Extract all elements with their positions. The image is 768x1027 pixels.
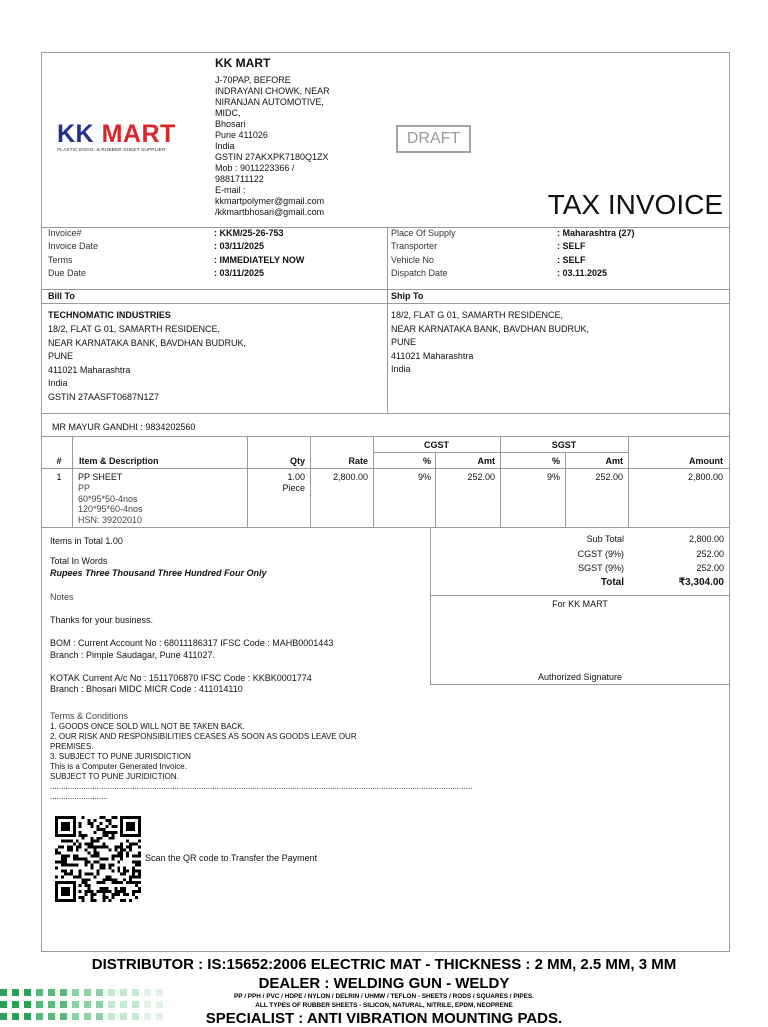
meta-row bbox=[391, 240, 726, 253]
sgst-header: SGST bbox=[551, 440, 577, 450]
notes-line bbox=[50, 661, 425, 673]
company-address-line: /kkmartbhosari@gmail.com bbox=[215, 207, 325, 217]
terms-line: This is a Computer Generated Invoice. bbox=[50, 762, 187, 771]
footer-specialist: SPECIALIST : ANTI VIBRATION MOUNTING PADS. bbox=[205, 1010, 563, 1027]
cgst-header: CGST bbox=[423, 440, 449, 450]
terms-line: 3. SUBJECT TO PUNE JURISDICTION bbox=[50, 752, 191, 761]
dotted-line-short: .......................... bbox=[50, 792, 108, 801]
draft-stamp: DRAFT bbox=[396, 125, 471, 153]
ship-to-address bbox=[391, 309, 726, 377]
decorative-dots bbox=[0, 988, 170, 1024]
col-qty-header: Qty bbox=[289, 456, 305, 466]
logo-kk-text: KK bbox=[57, 120, 95, 148]
footer-materials: PP / PPH / PVC / HDPE / NYLON / DELRIN / UHMW / TEFLON - SHEETS / RODS / SQUARES / PIPES. bbox=[234, 993, 534, 1000]
divider bbox=[42, 303, 729, 304]
ship-to-line: NEAR KARNATAKA BANK, BAVDHAN BUDRUK, bbox=[391, 323, 590, 334]
bill-to-name: TECHNOMATIC INDUSTRIES bbox=[48, 310, 171, 320]
col-sgst-amt-header: Amt bbox=[605, 456, 623, 466]
ship-to-heading: Ship To bbox=[391, 291, 424, 301]
company-name: KK MART bbox=[215, 56, 271, 70]
meta-row bbox=[391, 254, 726, 267]
meta-row bbox=[48, 240, 383, 253]
meta-label: Terms bbox=[48, 254, 73, 265]
footer-dealer: DEALER : WELDING GUN - WELDY bbox=[258, 975, 510, 992]
logo-tagline: PLASTIC ENGG. & RUBBER SHEET SUPPLIER bbox=[57, 148, 166, 153]
row-item-desc bbox=[78, 483, 143, 525]
col-line bbox=[72, 436, 73, 527]
meta-label: Due Date bbox=[48, 268, 87, 279]
company-address-line: India bbox=[215, 141, 235, 151]
for-company: For KK MART bbox=[552, 599, 608, 609]
meta-row bbox=[48, 267, 383, 280]
ship-to-line: 18/2, FLAT G 01, SAMARTH RESIDENCE, bbox=[391, 310, 564, 320]
meta-value: : KKM/25-26-753 bbox=[214, 228, 284, 238]
company-address-line: Mob : 9011223366 / bbox=[215, 163, 295, 173]
col-cgst-pct-header: % bbox=[422, 456, 431, 466]
row-item-desc-line: 120*95*60-4nos bbox=[78, 504, 143, 514]
bill-to-line: NEAR KARNATAKA BANK, BAVDHAN BUDRUK, bbox=[48, 337, 247, 348]
bill-to-address bbox=[48, 323, 383, 405]
company-address-line: 9881711122 bbox=[215, 174, 264, 184]
meta-value: : 03/11/2025 bbox=[214, 241, 265, 252]
summary-table bbox=[434, 532, 724, 590]
notes-line: KOTAK Current A/c No : 1511706870 IFSC Code : KKBK0001774 bbox=[50, 672, 312, 683]
notes-line bbox=[50, 627, 425, 639]
meta-value: : 03.11.2025 bbox=[557, 268, 608, 279]
bill-to-line: 411021 Maharashtra bbox=[48, 364, 131, 375]
summary-row bbox=[434, 532, 724, 547]
col-amount-header: Amount bbox=[689, 456, 723, 466]
col-cgst-amt-header: Amt bbox=[477, 456, 495, 466]
summary-label: CGST (9%) bbox=[577, 548, 624, 559]
summary-value: 252.00 bbox=[696, 548, 724, 559]
row-rate: 2,800.00 bbox=[332, 472, 368, 482]
row-cgst-amt: 252.00 bbox=[467, 472, 495, 482]
summary-label: SGST (9%) bbox=[578, 563, 624, 574]
summary-label: Total bbox=[600, 576, 624, 588]
col-num-header: # bbox=[56, 456, 62, 466]
notes-text bbox=[50, 615, 425, 696]
ship-to-line: PUNE bbox=[391, 337, 417, 348]
row-unit: Piece bbox=[282, 483, 305, 493]
bill-to-line: PUNE bbox=[48, 351, 74, 362]
meta-row bbox=[391, 267, 726, 280]
authorized-signature: Authorized Signature bbox=[537, 672, 623, 682]
bill-to-line: India bbox=[48, 378, 68, 389]
contact-person: MR MAYUR GANDHI : 9834202560 bbox=[52, 422, 196, 432]
notes-line: Thanks for your business. bbox=[50, 615, 154, 625]
company-address-line: E-mail : bbox=[215, 185, 246, 195]
meta-value: : IMMEDIATELY NOW bbox=[214, 254, 305, 265]
terms-line: 1. GOODS ONCE SOLD WILL NOT BE TAKEN BACK. bbox=[50, 722, 245, 731]
company-address-line: Bhosari bbox=[215, 119, 246, 129]
row-num: 1 bbox=[56, 472, 62, 482]
row-item-desc-line: 60*95*50-4nos bbox=[78, 493, 138, 504]
meta-right bbox=[391, 227, 726, 281]
footer-rubber: ALL TYPES OF RUBBER SHEETS - SILICON, NATURAL, NITRILE, EPDM, NEOPRENE bbox=[255, 1002, 513, 1009]
row-qty: 1.00 bbox=[287, 472, 305, 482]
bill-to-heading: Bill To bbox=[48, 291, 75, 301]
meta-label: Dispatch Date bbox=[391, 268, 448, 279]
meta-value: : 03/11/2025 bbox=[214, 268, 265, 279]
meta-value: : SELF bbox=[557, 254, 586, 265]
logo-mart-text: MART bbox=[101, 120, 176, 148]
summary-row bbox=[434, 547, 724, 562]
payment-qr-code bbox=[50, 816, 146, 902]
divider bbox=[42, 289, 729, 290]
bill-to-line: GSTIN 27AASFT0687N1Z7 bbox=[48, 391, 160, 402]
divider bbox=[430, 684, 729, 685]
summary-label: Sub Total bbox=[586, 534, 624, 544]
meta-row bbox=[48, 254, 383, 267]
meta-row bbox=[48, 227, 383, 240]
row-sgst-pct: 9% bbox=[546, 472, 560, 482]
meta-label: Invoice# bbox=[48, 228, 82, 238]
summary-value: 252.00 bbox=[696, 563, 724, 574]
company-address-line: Pune 411026 bbox=[215, 130, 268, 140]
meta-row bbox=[391, 227, 726, 240]
company-address-line: NIRANJAN AUTOMOTIVE, bbox=[215, 97, 324, 107]
company-address-line: kkmartpolymer@gmail.com bbox=[215, 196, 325, 206]
row-item-desc-line: PP bbox=[78, 483, 91, 493]
row-sgst-amt: 252.00 bbox=[595, 472, 623, 482]
notes-line: BOM : Current Account No : 68011186317 IFSC Code : MAHB0001443 bbox=[50, 638, 334, 648]
divider bbox=[42, 413, 729, 414]
total-in-words-label: Total In Words bbox=[50, 556, 108, 566]
company-address-line: J-70PAP, BEFORE bbox=[215, 75, 291, 85]
total-in-words: Rupees Three Thousand Three Hundred Four Only bbox=[50, 568, 267, 578]
divider bbox=[430, 595, 729, 596]
qr-caption: Scan the QR code to Transfer the Payment bbox=[145, 853, 318, 863]
meta-value: : SELF bbox=[557, 241, 586, 252]
row-item-desc-line: HSN: 39202010 bbox=[78, 514, 143, 525]
divider bbox=[387, 227, 388, 413]
col-rate-header: Rate bbox=[348, 456, 368, 466]
notes-label: Notes bbox=[50, 592, 74, 602]
ship-to-line: India bbox=[391, 364, 411, 375]
meta-value: : Maharashtra (27) bbox=[557, 228, 635, 238]
company-address-line: INDRAYANI CHOWK, NEAR bbox=[215, 86, 330, 96]
divider bbox=[42, 527, 729, 528]
terms-line: SUBJECT TO PUNE JURIDICTION. bbox=[50, 772, 179, 781]
divider bbox=[42, 468, 729, 469]
divider bbox=[42, 436, 729, 437]
bill-to-line: 18/2, FLAT G 01, SAMARTH RESIDENCE, bbox=[48, 324, 221, 334]
meta-label: Transporter bbox=[391, 241, 438, 252]
company-logo bbox=[57, 120, 176, 149]
items-in-total: Items in Total 1.00 bbox=[50, 536, 123, 546]
summary-row bbox=[434, 561, 724, 576]
terms-text bbox=[50, 722, 390, 782]
notes-line: Branch : Bhosari MIDC MICR Code : 411014110 bbox=[50, 684, 243, 694]
company-address-line: GSTIN 27AKXPK7180Q1ZX bbox=[215, 152, 329, 162]
terms-line: 2. OUR RISK AND RESPONSIBILITIES CEASES AS SOON AS GOODS LEAVE OUR bbox=[50, 732, 357, 741]
summary-row bbox=[434, 576, 724, 591]
meta-label: Vehicle No bbox=[391, 254, 435, 265]
summary-value: 2,800.00 bbox=[688, 534, 724, 544]
terms-line: PREMISES. bbox=[50, 742, 94, 751]
company-address bbox=[215, 75, 385, 218]
row-cgst-pct: 9% bbox=[417, 472, 431, 482]
meta-label: Place Of Supply bbox=[391, 228, 456, 238]
notes-line: Branch : Pimple Saudagar, Pune 411027. bbox=[50, 649, 215, 660]
footer-distributor: DISTRIBUTOR : IS:15652:2006 ELECTRIC MAT - THICKNESS : 2 MM, 2.5 MM, 3 MM bbox=[91, 956, 677, 973]
invoice-frame bbox=[41, 52, 730, 952]
row-item-name: PP SHEET bbox=[78, 472, 123, 482]
meta-left bbox=[48, 227, 383, 281]
dotted-line: .............................................................................................................................................................................................. bbox=[50, 782, 473, 791]
company-address-line: MIDC, bbox=[215, 108, 241, 118]
ship-to-line: 411021 Maharashtra bbox=[391, 350, 474, 361]
row-amount: 2,800.00 bbox=[687, 472, 723, 482]
col-item-header: Item & Description bbox=[79, 456, 159, 466]
meta-label: Invoice Date bbox=[48, 241, 99, 252]
col-sgst-pct-header: % bbox=[551, 456, 560, 466]
summary-value: ₹3,304.00 bbox=[678, 576, 724, 588]
terms-label: Terms & Conditions bbox=[50, 711, 129, 721]
document-title: TAX INVOICE bbox=[547, 189, 723, 220]
